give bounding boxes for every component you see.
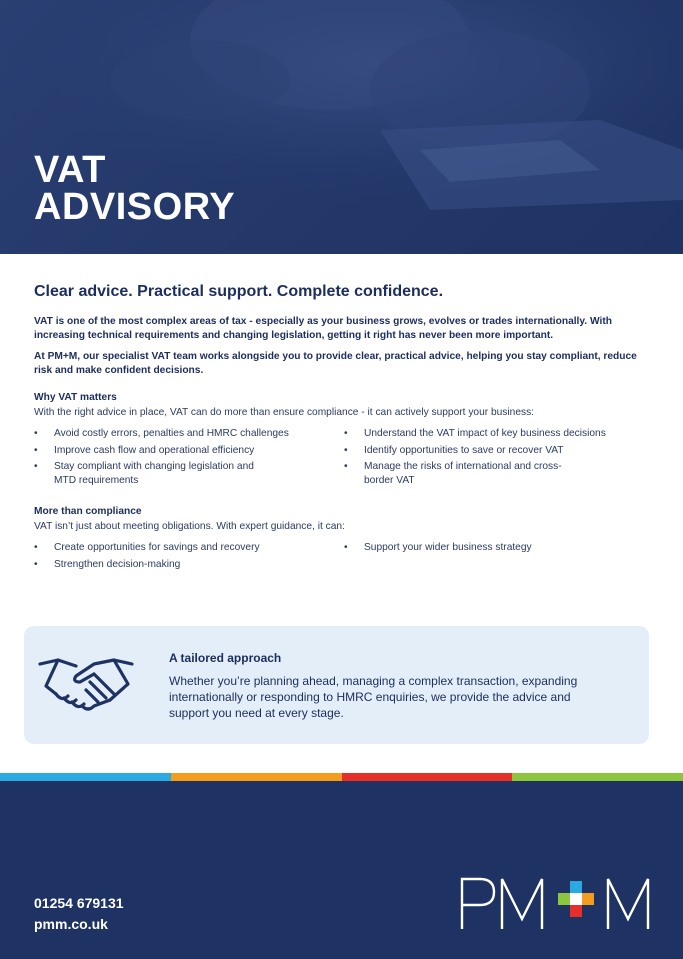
- list-item: • Improve cash flow and operational efficiency: [34, 444, 344, 458]
- section-heading-more: More than compliance: [34, 506, 142, 517]
- main-content: [34, 283, 654, 574]
- list-item: • Strengthen decision-making: [34, 558, 344, 572]
- intro-paragraph: VAT is one of the most complex areas of tax - especially as your business grows, evolves or trades internationally. With increasing technical requirements and changing legislation, getting it right has never been more important.: [34, 316, 612, 341]
- page-title-line2: ADVISORY: [34, 186, 236, 228]
- strip-segment-red: [342, 773, 513, 781]
- list-item: • Avoid costly errors, penalties and HMRC challenges: [34, 427, 344, 441]
- intro: [34, 315, 654, 378]
- section-text-why: With the right advice in place, VAT can do more than ensure compliance - it can actively support your business:: [34, 407, 535, 418]
- list-item: • Support your wider business strategy: [344, 541, 654, 555]
- strip-segment-green: [512, 773, 683, 781]
- footer: [0, 781, 683, 959]
- contact-details: [34, 893, 124, 935]
- callout-text: Whether you’re planning ahead, managing a complex transaction, expanding internationally or responding to HMRC enquiries, we provide the advice and support you need at every stage.: [169, 674, 578, 720]
- more-bullets: [34, 541, 654, 574]
- list-item: • Create opportunities for savings and recovery: [34, 541, 344, 555]
- list-item: • Stay compliant with changing legislation and MTD requirements: [34, 460, 274, 487]
- list-item: • Manage the risks of international and cross-border VAT: [344, 460, 574, 487]
- intro-paragraph: At PM+M, our specialist VAT team works alongside you to provide clear, practical advice, helping you stay compliant, reduce risk and make confident decisions.: [34, 351, 637, 376]
- website-link[interactable]: pmm.co.uk: [34, 916, 108, 932]
- callout-title: A tailored approach: [169, 651, 282, 665]
- section-heading-why: Why VAT matters: [34, 392, 117, 403]
- hero-banner: [0, 0, 683, 254]
- section-text-more: VAT isn’t just about meeting obligations. With expert guidance, it can:: [34, 521, 345, 532]
- page-title-line1: VAT: [34, 149, 106, 191]
- strip-segment-blue: [0, 773, 171, 781]
- why-bullets: [34, 427, 654, 490]
- color-strip: [0, 773, 683, 781]
- tailored-approach-callout: [24, 626, 649, 744]
- page-title: [34, 149, 236, 228]
- tagline: Clear advice. Practical support. Complete confidence.: [34, 283, 444, 300]
- list-item: • Identify opportunities to save or recover VAT: [344, 444, 654, 458]
- phone-number[interactable]: 01254 679131: [34, 895, 124, 911]
- strip-segment-orange: [171, 773, 342, 781]
- handshake-icon: [36, 650, 136, 714]
- pmm-logo: [458, 875, 654, 931]
- list-item: • Understand the VAT impact of key business decisions: [344, 427, 654, 441]
